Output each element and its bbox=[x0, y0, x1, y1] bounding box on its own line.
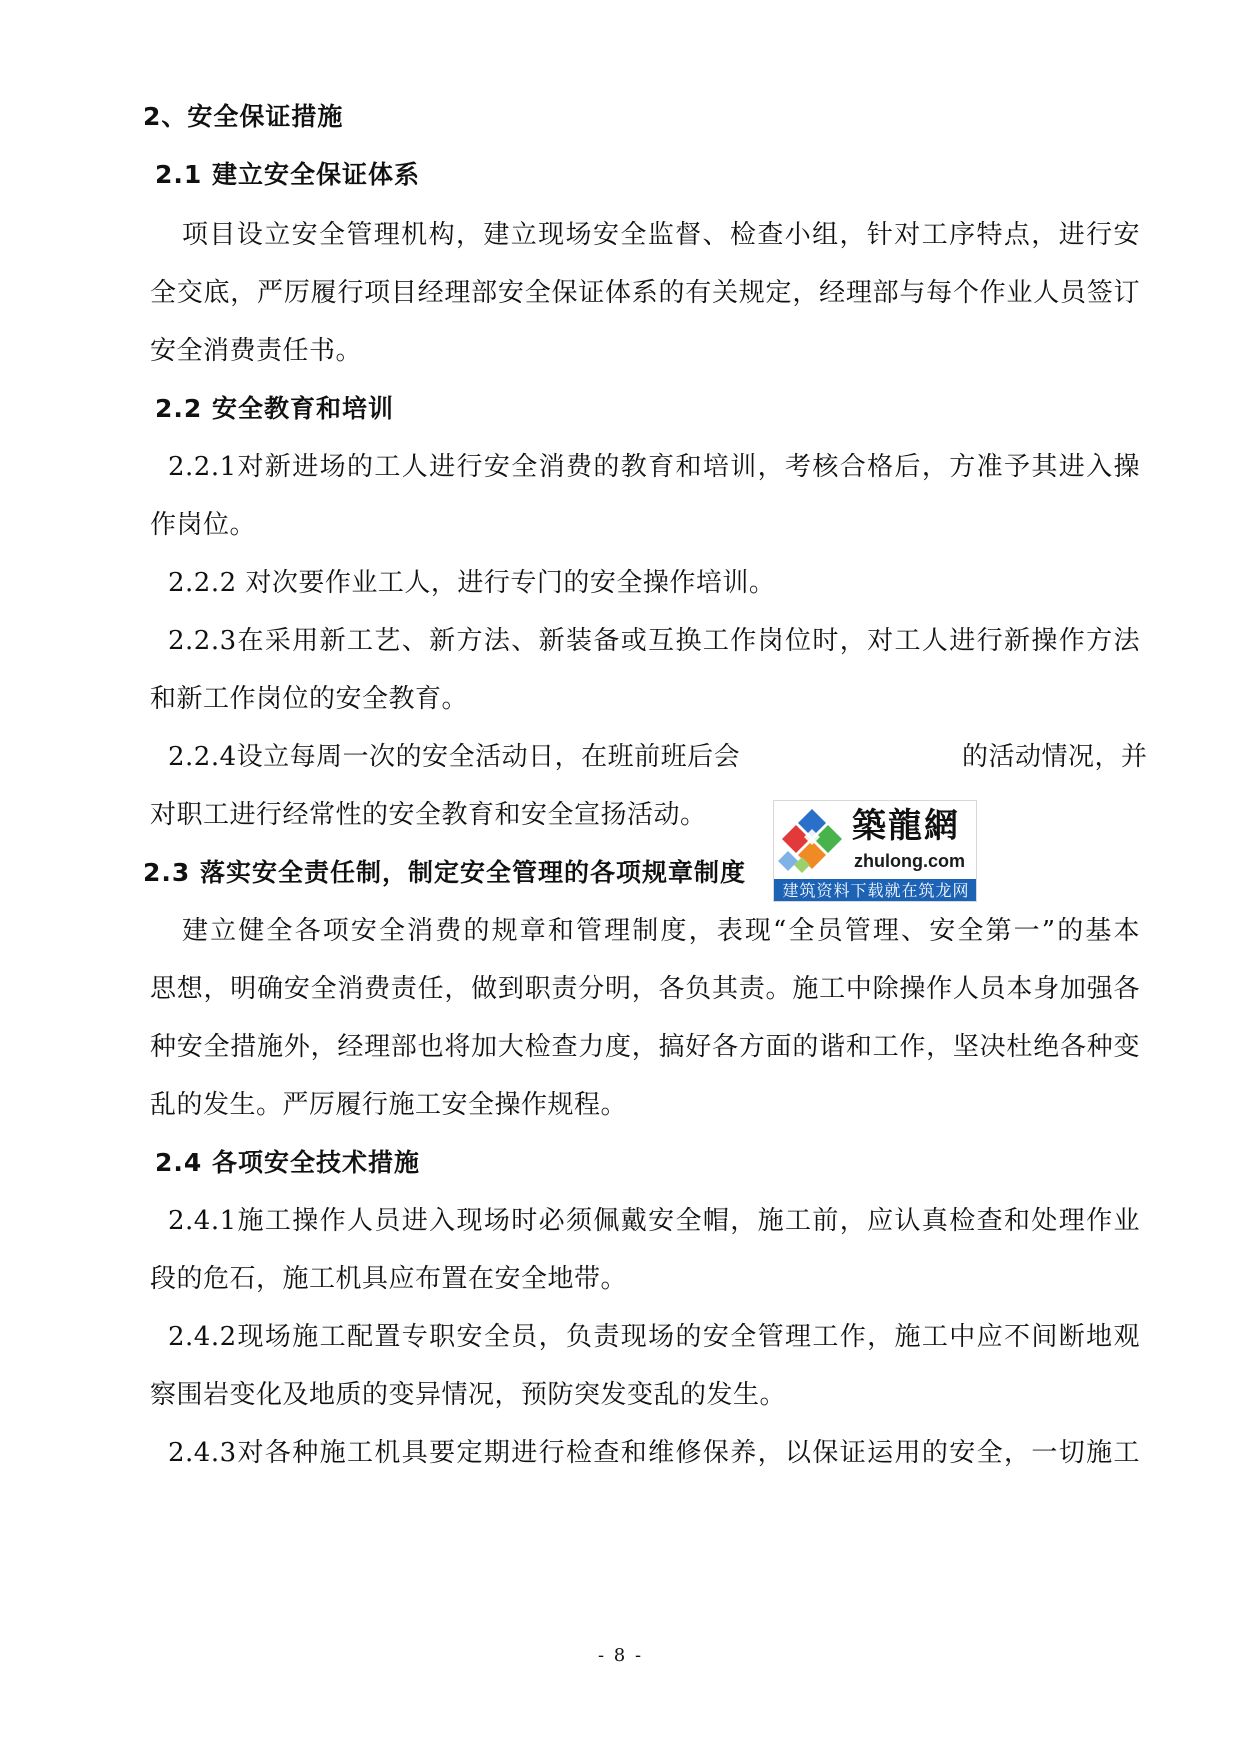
section-heading: 2、安全保证措施 bbox=[143, 102, 344, 131]
paragraph-line: 思想，明确安全消费责任，做到职责分明，各负其责。施工中除操作人员本身加强各 bbox=[150, 974, 1140, 1004]
subsection-heading: 2.4 各项安全技术措施 bbox=[155, 1148, 420, 1177]
zhulong-logo-icon bbox=[778, 807, 846, 875]
paragraph-line: 2.4.1施工操作人员进入现场时必须佩戴安全帽，施工前，应认真检查和处理作业 bbox=[168, 1206, 1140, 1236]
paragraph-line: 2.2.1对新进场的工人进行安全消费的教育和培训，考核合格后，方准予其进入操 bbox=[168, 452, 1140, 482]
paragraph-line: 对职工进行经常性的安全教育和安全宣扬活动。 bbox=[150, 800, 707, 830]
paragraph-line: 2.2.2 对次要作业工人，进行专门的安全操作培训。 bbox=[168, 568, 776, 598]
paragraph-line: 种安全措施外，经理部也将加大检查力度，搞好各方面的谐和工作，坚决杜绝各种变 bbox=[150, 1032, 1140, 1062]
page-number: - 8 - bbox=[597, 1645, 644, 1666]
paragraph-line: 段的危石，施工机具应布置在安全地带。 bbox=[150, 1264, 628, 1294]
paragraph-line: 建立健全各项安全消费的规章和管理制度，表现“全员管理、安全第一”的基本 bbox=[182, 916, 1140, 946]
paragraph-line: 和新工作岗位的安全教育。 bbox=[150, 684, 469, 714]
logo-top bbox=[774, 801, 977, 879]
logo-slogan: 建筑资料下载就在筑龙网 bbox=[774, 879, 977, 902]
paragraph-line: 2.4.2现场施工配置专职安全员，负责现场的安全管理工作，施工中应不间断地观 bbox=[168, 1322, 1140, 1352]
paragraph-line: 2.2.3在采用新工艺、新方法、新装备或互换工作岗位时，对工人进行新操作方法 bbox=[168, 626, 1140, 656]
paragraph-line: 的活动情况，并 bbox=[962, 742, 1148, 772]
paragraph-line: 全交底，严厉履行项目经理部安全保证体系的有关规定，经理部与每个作业人员签订 bbox=[150, 278, 1140, 308]
subsection-heading: 2.1 建立安全保证体系 bbox=[155, 160, 420, 189]
subsection-heading: 2.3 落实安全责任制，制定安全管理的各项规章制度 bbox=[143, 858, 746, 887]
paragraph-line: 2.4.3对各种施工机具要定期进行检查和维修保养，以保证运用的安全，一切施工 bbox=[168, 1438, 1140, 1468]
watermark-logo bbox=[773, 800, 977, 902]
logo-name-en: zhulong.com bbox=[854, 851, 965, 871]
subsection-heading: 2.2 安全教育和培训 bbox=[155, 394, 394, 423]
paragraph-line: 乱的发生。严厉履行施工安全操作规程。 bbox=[150, 1090, 628, 1120]
paragraph-line: 安全消费责任书。 bbox=[150, 336, 363, 366]
paragraph-line: 2.2.4设立每周一次的安全活动日，在班前班后会 bbox=[168, 742, 741, 772]
logo-name-cn: 築龍網 bbox=[852, 806, 960, 846]
paragraph-line: 作岗位。 bbox=[150, 510, 257, 540]
paragraph-line: 项目设立安全管理机构，建立现场安全监督、检查小组，针对工序特点，进行安 bbox=[182, 220, 1140, 250]
paragraph-line: 察围岩变化及地质的变异情况，预防突发变乱的发生。 bbox=[150, 1380, 787, 1410]
